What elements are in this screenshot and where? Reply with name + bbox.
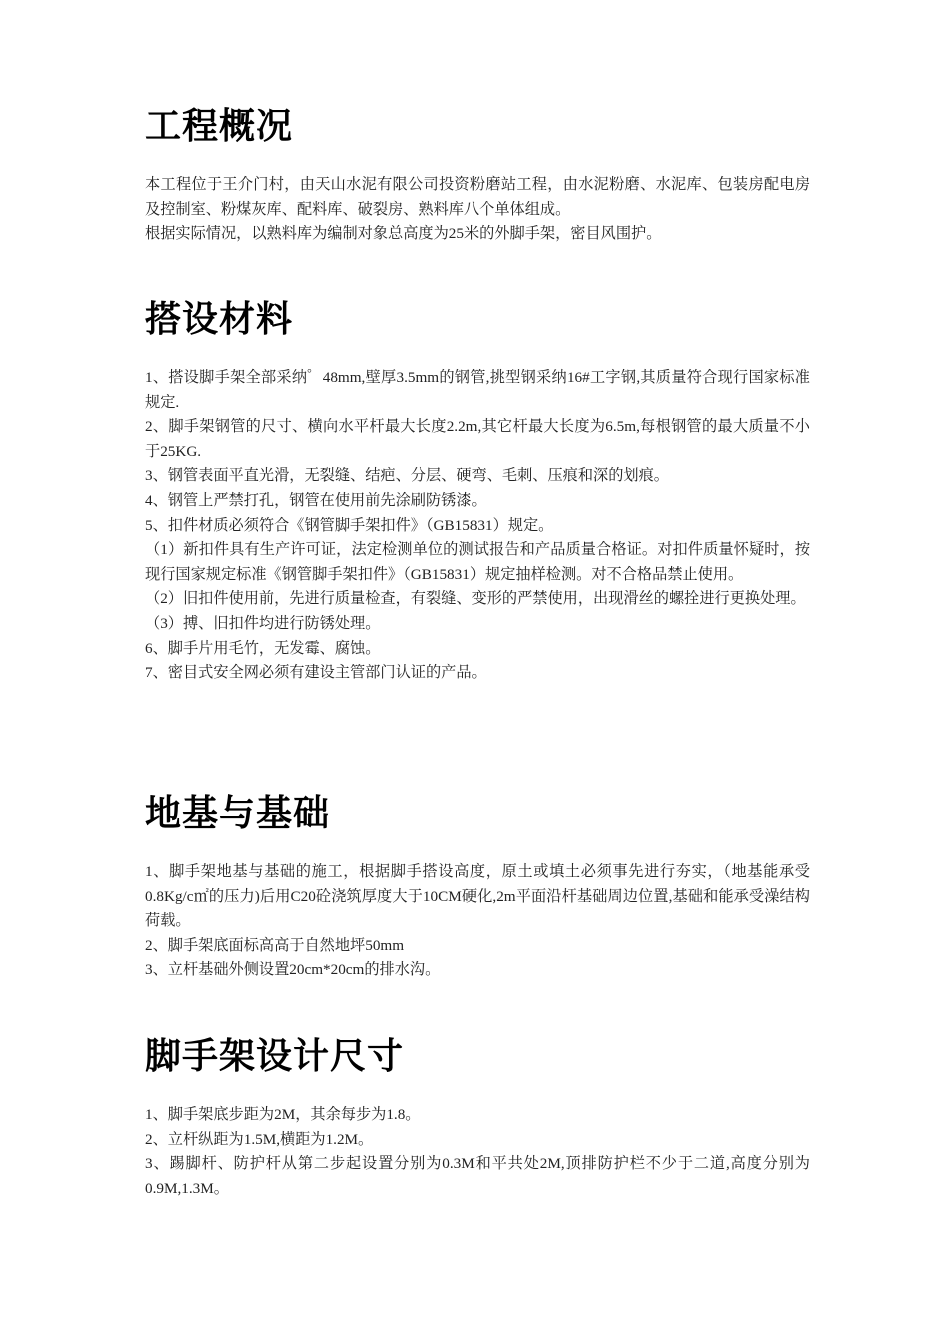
paragraph: （1）新扣件具有生产许可证，法定检测单位的测试报告和产品质量合格证。对扣件质量怀疑时，按现行国家规定标准《钢管脚手架扣件》（GB15831）规定抽样检测。对不合格品禁止使用。 [145, 541, 810, 583]
paragraph: 4、钢管上严禁打孔，钢管在使用前先涂刷防锈漆。 [145, 491, 487, 509]
paragraph: 本工程位于王介门村，由天山水泥有限公司投资粉磨站工程，由水泥粉磨、水泥库、包装房配电房及控制室、粉煤灰库、配料库、破裂房、熟料库八个单体组成。 [145, 176, 810, 218]
paragraph: 2、立杆纵距为1.5M,横距为1.2M。 [145, 1130, 374, 1148]
section-body [145, 860, 810, 983]
paragraph: 根据实际情况，以熟料库为编制对象总高度为25米的外脚手架，密目风围护。 [145, 225, 662, 243]
section-body [145, 366, 810, 686]
paragraph: （3）搏、旧扣件均进行防锈处理。 [145, 614, 381, 632]
section-body [145, 173, 810, 247]
section-heading: 地基与基础 [145, 793, 331, 834]
paragraph: 7、密目式安全网必须有建设主管部门认证的产品。 [145, 664, 487, 682]
section-design-dimensions [145, 1033, 810, 1201]
paragraph: 6、脚手片用毛竹，无发霉、腐蚀。 [145, 639, 381, 657]
paragraph: 2、脚手架底面标高高于自然地坪50mm [145, 936, 405, 954]
paragraph: 5、扣件材质必须符合《钢管脚手架扣件》（GB15831）规定。 [145, 516, 554, 534]
section-project-overview [145, 103, 810, 247]
section-materials [145, 296, 810, 686]
paragraph: 3、钢管表面平直光滑，无裂缝、结疤、分层、硬弯、毛刺、压痕和深的划痕。 [145, 467, 669, 485]
paragraph: 1、脚手架底步距为2M，其余每步为1.8。 [145, 1106, 421, 1123]
section-foundation [145, 790, 810, 983]
section-body [145, 1103, 810, 1201]
paragraph: 1、搭设脚手架全部采纳゜48mm,壁厚3.5mm的钢管,挑型钢采纳16#工字钢,其质量符合现行国家标准规定. [145, 369, 810, 411]
section-heading: 工程概况 [145, 106, 294, 147]
section-heading: 脚手架设计尺寸 [145, 1036, 405, 1077]
section-heading: 搭设材料 [145, 299, 294, 340]
paragraph: 1、脚手架地基与基础的施工，根据脚手搭设高度，原土或填土必须事先进行夯实，（地基能承受0.8Kg/c㎡的压力)后用C20砼浇筑厚度大于10CM硬化,2m平面沿杆基础周边位置,基础和能承受澡结构荷载。 [145, 863, 810, 930]
paragraph: 3、立杆基础外侧设置20cm*20cm的排水沟。 [145, 961, 441, 979]
paragraph: 3、踢脚杆、防护杆从第二步起设置分别为0.3M和平共处2M,顶排防护栏不少于二道,高度分别为0.9M,1.3M。 [145, 1155, 810, 1197]
paragraph: （2）旧扣件使用前，先进行质量检查，有裂缝、变形的严禁使用，出现滑丝的螺拴进行更换处理。 [145, 590, 806, 608]
paragraph: 2、脚手架钢管的尺寸、横向水平杆最大长度2.2m,其它杆最大长度为6.5m,每根钢管的最大质量不小于25KG. [145, 418, 810, 460]
